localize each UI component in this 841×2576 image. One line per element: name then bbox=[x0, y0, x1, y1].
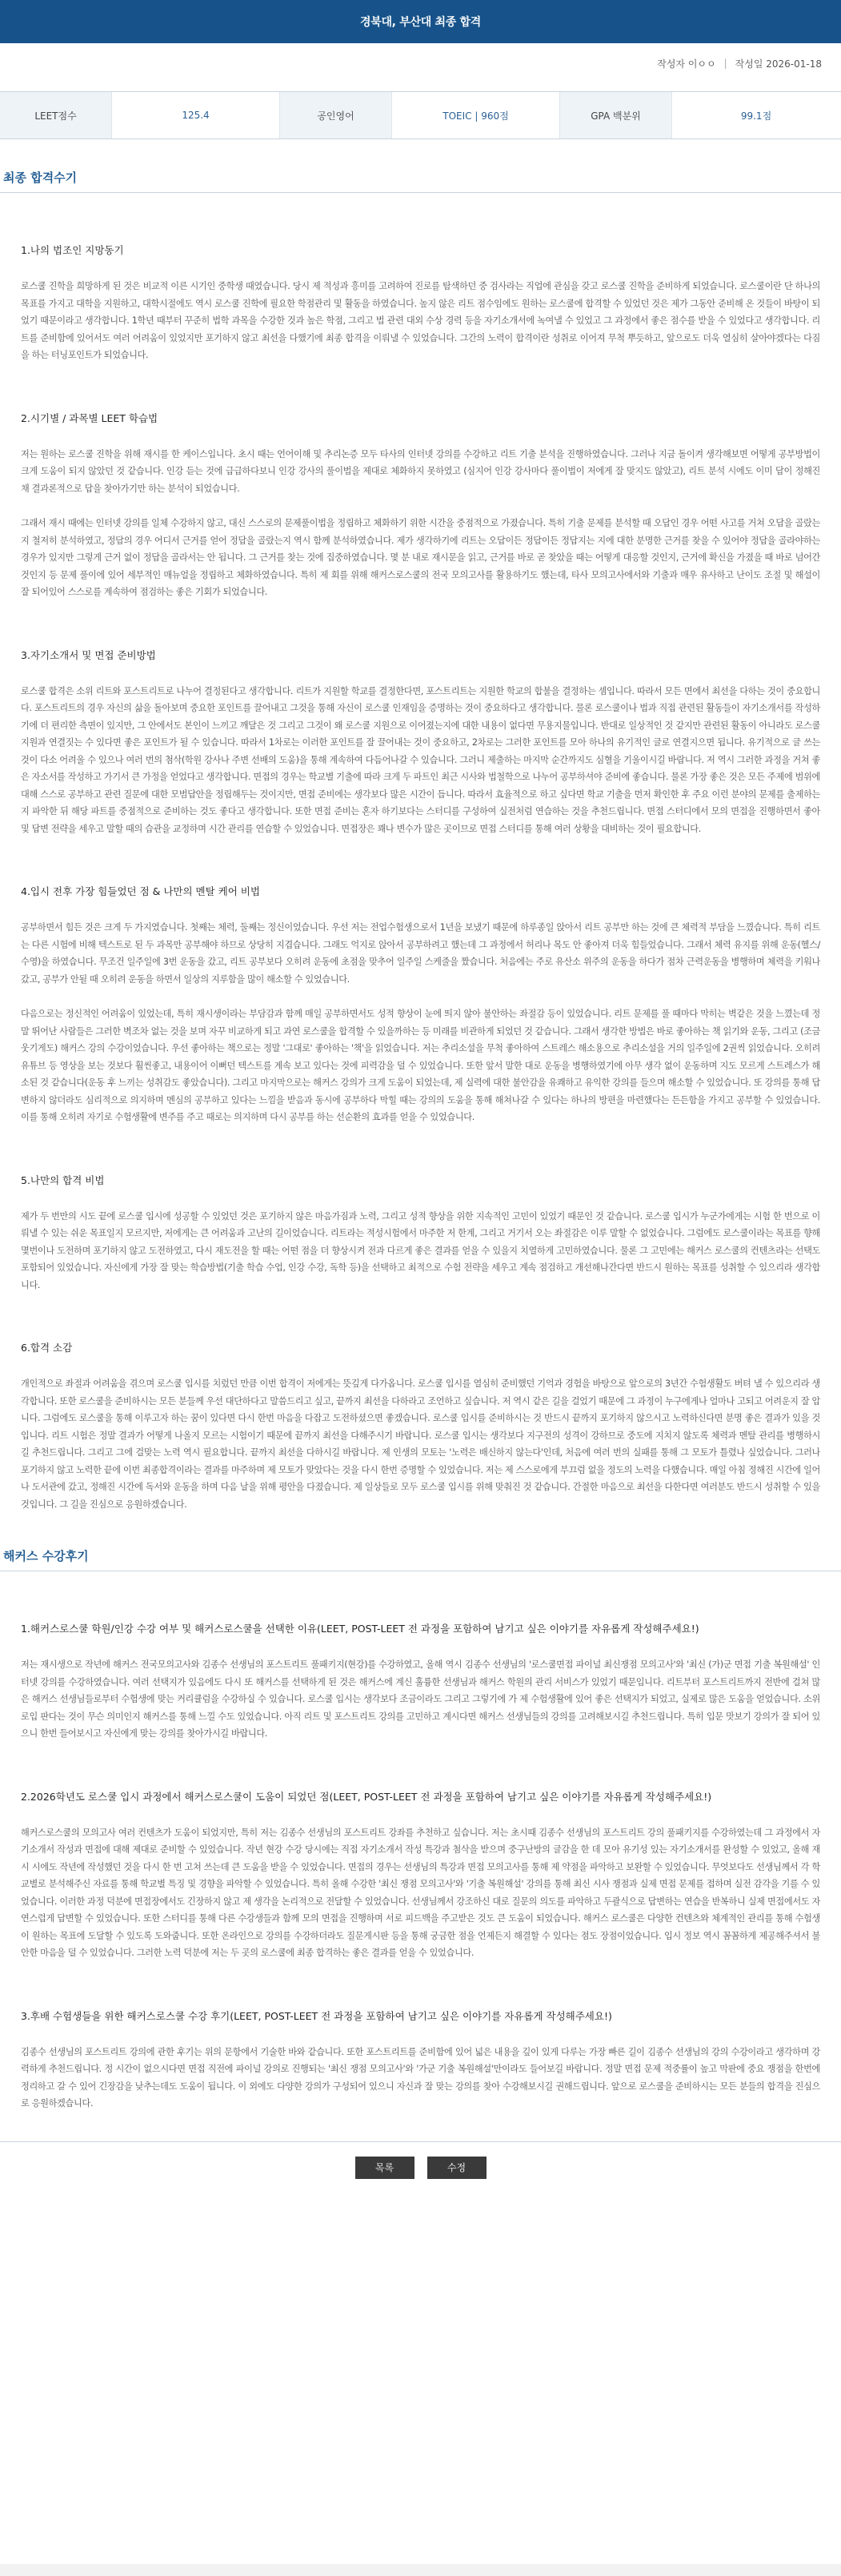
date-label: 작성일 2026-01-18 bbox=[735, 58, 822, 70]
english-score-label: 공인영어 bbox=[280, 92, 392, 138]
meta-separator: | bbox=[723, 58, 727, 69]
page-title: 경북대, 부산대 최종 합격 bbox=[360, 16, 481, 29]
review-question: 2.2026학년도 로스쿨 입시 과정에서 해커스로스쿨이 도움이 되었던 점(LEET, POST-LEET 전 과정을 포함하여 남기고 싶은 이야기를 자유롭게 작성해주세요!) bbox=[21, 1790, 712, 1803]
review-question: 1.해커스로스쿨 학원/인강 수강 여부 및 해커스로스쿨을 선택한 이유(LEET, POST-LEET 전 과정을 포함하여 남기고 싶은 이야기를 자유롭게 작성해주세요!) bbox=[21, 1623, 699, 1635]
review-question: 3.후배 수험생들을 위한 해커스로스쿨 수강 후기(LEET, POST-LEET 전 과정을 포함하여 남기고 싶은 이야기를 자유롭게 작성해주세요!) bbox=[21, 2009, 612, 2022]
page-title-bar bbox=[0, 0, 841, 43]
post-meta bbox=[0, 43, 841, 83]
section-divider bbox=[0, 192, 841, 193]
hackers-review-body bbox=[0, 1621, 841, 2113]
footer-divider bbox=[0, 2141, 841, 2142]
review-answer: 해커스로스쿨의 모의고사 여러 컨텐츠가 도움이 되었지만, 특히 저는 김종수 선생님의 포스트리트 강좌를 추천하고 싶습니다. 저는 초시때 김종수 선생님의 포스트리트 강의 풀패키지를 수강하였는데 그 과정에서 자기소개서 작성과 면접에 대해 제대로 준비할 수 있었습니다. 작년 현강 수강 당시에는 직접 자기소개서 작성 특강과 첨삭을 받으며 중구난방의 글감을 한 데 모아 유기성 있는 자기소개서를 완성할 수 있었고, 올해 재시 시에도 작년에 작성했던 것을 다시 한 번 고쳐 쓰는데 큰 도움을 받을 수 있었습니다. 면접의 경우는 선생님의 특강과 면접 모의고사를 통해 제 약점을 파악하고 보완할 수 있었습니다. 무엇보다도 선생님께서 각 학교별로 분석해주신 자료를 통해 학교별 특징 및 경향을 파악할 수 있었습니다. 특히 올해 수강한 '최신 쟁점 모의고사'와 '기출 복원해설' 강의를 통해 최신 시사 쟁점과 실제 면접 문제를 접하며 실전 감각을 기를 수 있었습니다. 이러한 과정 덕분에 면접장에서도 긴장하지 않고 제 생각을 논리적으로 전달할 수 있었습니다. 선생님께서 강조하신 대로 질문의 의도를 파악하고 두괄식으로 답변하는 연습을 반복하니 실제 면접에서도 자연스럽게 답변할 수 있었습니다. 또한 스터디를 통해 다른 수강생들과 함께 모의 면접을 진행하며 서로 피드백을 주고받은 것도 큰 도움이 되었습니다. 해커스 로스쿨은 다양한 컨텐츠와 체계적인 관리를 통해 수험생이 원하는 목표에 도달할 수 있도록 도와줍니다. 또한 온라인으로 강의를 수강하더라도 질문게시판 등을 통해 궁금한 점을 언제든지 해결할 수 있다는 점도 장점이었습니다. 입시 정보 역시 꼼꼼하게 제공해주셔서 불안한 마음을 덜 수 있었습니다. 그러한 노력 덕분에 저는 두 곳의 로스쿨에 최종 합격하는 좋은 결과를 얻을 수 있었습니다. bbox=[21, 1827, 820, 1958]
list-button[interactable]: 목록 bbox=[355, 2157, 414, 2179]
score-table bbox=[0, 91, 841, 139]
action-buttons bbox=[0, 2157, 841, 2179]
final-review-body bbox=[0, 243, 841, 1513]
review-answer: 그래서 재시 때에는 인터넷 강의를 일체 수강하지 않고, 대신 스스로의 문제풀이법을 정립하고 체화하기 위한 시간을 중점적으로 가졌습니다. 특히 기출 문제를 분석할 때 오답인 경우 어떤 사고를 거쳐 오답을 골랐는지 철저히 분석하였고, 정답의 경우 어디서 근거를 얻어 정답을 골랐는지 역시 함께 분석하였습니다. 제가 생각하기에 리트는 오답이든 정답이든 정답지는 지에 대한 분명한 근거를 찾을 수 있어야 정답을 골라야하는 경우가 있지만 그렇게 근거 없이 정답을 골라서는 안 됩니다. 그 근거를 찾는 것에 집중하였습니다. 몇 분 내로 재시문을 읽고, 근거를 바로 곧 찾았을 때는 어떻게 대응할 것인지, 근거에 확신을 가졌을 때 바로 넘어간 것인지 등 문제 풀이에 있어 세부적인 매뉴얼을 정립하고 체화하였습니다. 특히 제 회를 위해 해커스로스쿨의 전국 모의고사를 활용하기도 했는데, 타사 모의고사에서와 기출과 매우 유사하고 난이도 조절 및 해설이 잘 되어있어 스스로를 계속하여 점검하는 좋은 기회가 되었습니다. bbox=[21, 518, 820, 597]
hackers-review-heading: 해커스 수강후기 bbox=[3, 1548, 89, 1563]
review-answer: 김종수 선생님의 포스트리트 강의에 관한 후기는 위의 문항에서 기술한 바와 같습니다. 또한 포스트리트를 준비함에 있어 넓은 내용을 깊이 있게 다루는 가장 빠른 길이 김종수 선생님의 강의 수강이라고 생각하며 강력하게 추천드립니다. 정 시간이 없으시다면 면접 직전에 파이널 강의로 진행되는 '최신 쟁점 모의고사'와 '가군 기출 복원해설'만이라도 들어보길 바랍니다. 정말 면접 문제 적중률이 높고 막판에 중요 쟁점을 한번에 정리하고 갈 수 있어 긴장감을 낮추는데도 도움이 됩니다. 이 외에도 다양한 강의가 구성되어 있으니 자신과 잘 맞는 강의를 찾아 수강해보시길 권해드립니다. 앞으로 로스쿨을 준비하시는 모든 분들의 합격을 진심으로 응원하겠습니다. bbox=[21, 2046, 820, 2109]
final-review-heading: 최종 합격수기 bbox=[3, 170, 78, 185]
review-answer: 저는 재시생으로 작년에 해커스 전국모의고사와 김종수 선생님의 포스트리트 풀패키지(현강)를 수강하였고, 올해 역시 김종수 선생님의 '로스쿨면접 파이널 최신쟁점 모의고사'와 '최신 (가)군 면접 기출 복원해설' 인터넷 강의를 수강하였습니다. 여러 선택지가 있음에도 다시 또 해커스를 선택하게 된 것은 해커스에 계신 훌륭한 선생님과 해커스 학원의 관리 서비스가 있었기 때문입니다. 리트부터 포스트리트까지 전반에 걸쳐 많은 해커스 선생님들로부터 수험생에 맞는 커리큘럼을 수강하실 수 있습니다. 로스쿨 입시는 생각보다 조금이라도 그리고 그렇기에 가 제 수험생활에 있어 좋은 선택지가 되었고, 실제로 많은 도움을 얻었습니다. 소위 로입 판다는 것이 무슨 의미인지 해커스를 통해 느낄 수도 있었습니다. 아직 리트 및 포스트리트 강의를 고민하고 계시다면 해커스 선생님들의 강의를 고려해보시길 추천드립니다. 특히 입문 맛보기 강의가 잘 되어 있으니 한번 들어보시고 자신에게 맞는 강의를 찾아가시길 바랍니다. bbox=[21, 1659, 820, 1739]
gpa-label: GPA 백분위 bbox=[560, 92, 672, 138]
review-question: 2.시기별 / 과목별 LEET 학습법 bbox=[21, 411, 158, 424]
english-score-value: TOEIC | 960점 bbox=[392, 92, 560, 138]
review-answer: 다음으로는 정신적인 어려움이 있었는데, 특히 재시생이라는 부담감과 함께 매일 공부하면서도 성적 향상이 눈에 띄지 않아 불안하는 좌절감 등이 있었습니다. 리트 문제를 풀 때마다 막히는 벽같은 것을 느꼈는데 정말 뛰어난 사람들은 그러한 벽조차 없는 것을 보며 자꾸 비교하게 되고 과연 로스쿨을 합격할 수 있을까하는 등 미래를 비관하게 되었던 것 같습니다. 그래서 생각한 방법은 바로 좋아하는 책 읽기와 운동, 그리고 (조금 웃기게도) 해커스 강의 수강이었습니다. 우선 좋아하는 책으로는 정말 '그대로' 좋아하는 '책'을 읽었습니다. 저는 추리소설을 무척 좋아하여 스트레스 해소용으로 추리소설을 거의 일주일에 2권씩 읽었습니다. 오히려 유튜브 등 영상을 보는 것보다 훨씬좋고, 내용이어 이뻐던 텍스트를 계속 보고 있다는 것에 피력감을 덜 수 있었습니다. 또한 앞서 말한 대로 운동을 병행하였기에 아무 생각 없이 운동하며 지도 모르게 스트레스가 해소된 것 같습니다(운동 후 느끼는 성취감도 좋았습니다). 그리고 마지막으로는 해커스 강의가 크게 도움이 되었는데, 제 실력에 대한 불안감을 유쾌하고 유익한 강의를 들으며 해소할 수 있었습니다. 또 강의를 통해 답변하지 않더라도 심리적으로 의지하며 멘심의 공부하고 있다는 느낌을 받음과 동시에 공부하다 막힐 때는 강의의 도움을 통해 해쳐나갈 수 있다는 하나의 방편을 마련했다는 든든함을 가지고 공부할 수 있었습니다. 이를 통해 오히려 자기로 수험생활에 변주를 주고 때로는 의지하며 다시 공부를 하는 선순환의 효과를 얻을 수 있었습니다. bbox=[21, 1009, 820, 1122]
review-answer: 저는 원하는 로스쿨 진학을 위해 재시를 한 케이스입니다. 초시 때는 언어이해 및 추리논증 모두 타사의 인터넷 강의를 수강하고 리트 기출 분석을 진행하였습니다. 그러나 지금 돌이켜 생각해보면 어떻게 공부방법이 크게 도움이 되지 않았던 것 같습니다. 인강 듣는 것에 급급하다보니 인강 강사의 풀이법을 제대로 체화하지 못하였고 (심지어 인강 강사마다 풀이법이 저에게 잘 맞지도 않았고), 리트 분석 시에도 이미 답이 정해진 채 결과론적으로 답을 찾아가기만 하는 분석이 되었습니다. bbox=[21, 448, 820, 494]
review-question: 4.입시 전후 가장 힘들었던 점 & 나만의 멘탈 케어 비법 bbox=[21, 885, 260, 897]
review-question: 5.나만의 합격 비법 bbox=[21, 1174, 105, 1186]
review-answer: 제가 두 번만의 시도 끝에 로스쿨 입시에 성공할 수 있었던 것은 포기하지 않은 마음가짐과 노력, 그리고 성적 향상을 위한 지속적인 고민이 있었기 때문인 것 같습니다. 로스쿨 입시가 누군가에게는 시험 한 번으로 이뤄낼 수 있는 쉬운 목표일지 모르지만, 저에게는 큰 어려움과 고난의 길이었습니다. 리트라는 적성시험에서 마주한 저 한계, 그리고 거기서 오는 좌절감은 이루 말할 수 없었습니다. 그럼에도 로스쿨이라는 목표를 향해 몇번이나 도전하며 포기하지 않고 도전하였고, 다시 재도전을 할 때는 어떤 점을 더 향상시켜 전과 다르게 좋은 결과를 얻을 수 있을지 치열하게 고민하였습니다. 물론 그 고민에는 해커스 로스쿨의 컨텐츠라는 선택도 포함되어 있었습니다. 자신에게 가장 잘 맞는 학습방법(기출 학습 수업, 인강 수강, 독학 등)을 선택하고 최적으로 수험 전략을 세우고 계속 점검하고 개선해나간다면 반드시 원하는 목표를 성취할 수 있으리라 생각합니다. bbox=[21, 1210, 820, 1290]
review-answer: 로스쿨 진학을 희망하게 된 것은 비교적 이른 시기인 중학생 때였습니다. 당시 제 적성과 흥미를 고려하여 진로를 탐색하던 중 검사라는 직업에 관심을 갖고 로스쿨 진학을 준비하게 되었습니다. 로스쿨이란 단 하나의 목표를 가지고 대학을 지원하고, 대학시절에도 역시 로스쿨 진학에 필요한 학점관리 및 활동을 하였습니다. 높지 않은 리트 점수임에도 원하는 로스쿨에 합격할 수 있었던 것은 제가 그동안 준비해 온 것들이 바탕이 되었기 때문이라고 생각합니다. 1학년 때부터 꾸준히 법학 과목을 수강한 것과 높은 학점, 그리고 법 관련 대외 수상 경력 등을 자기소개서에 녹여낼 수 있었고 그 과정에서 좋은 점수를 받을 수 있었다고 생각합니다. 리트를 준비함에 있어서도 여러 어려움이 있었지만 포기하지 않고 최선을 다했기에 최종 합격을 이뤄낼 수 있었습니다. 그간의 노력이 합격이란 성취로 이어져 무척 뿌듯하고, 앞으로도 더욱 열심히 살아야겠다는 다짐을 하는 터닝포인트가 되었습니다. bbox=[21, 281, 820, 360]
gpa-value: 99.1점 bbox=[672, 92, 840, 138]
review-answer: 개인적으로 좌절과 어려움을 겪으며 로스쿨 입시를 치렀던 만큼 이번 합격이 저에게는 뜻깊게 다가옵니다. 로스쿨 입시를 열심히 준비했던 기억과 경험을 바탕으로 앞으로의 3년간 수험생활도 버텨 낼 수 있으리라 생각합니다. 또한 로스쿨을 준비하시는 모든 분들께 우선 대단하다고 말씀드리고 싶고, 끝까지 최선을 다하라고 조언하고 싶습니다. 저 역시 같은 길을 걸었기 때문에 그 과정이 누구에게나 얼마나 고되고 어려운지 잘 압니다. 그럼에도 로스쿨을 통해 이루고자 하는 꿈이 있다면 다시 한번 마음을 다잡고 도전하셨으면 좋겠습니다. 로스쿨 입시를 준비하시는 것 반드시 끝까지 포기하지 않으시고 노력하신다면 분명 좋은 결과가 있을 것입니다. 리트 시험은 정말 결과가 어떻게 나올지 모르는 시험이기 때문에 끝까지 최선을 다해주시기 바랍니다. 로스쿨 입시는 생각보다 지구전의 성격이 강하므로 중도에 지치지 않도록 체력과 멘탈 관리를 병행하시길 추천드립니다. 그리고 그에 걸맞는 노력 역시 필요합니다. 끝까지 최선을 다하시길 바랍니다. 제 인생의 모토는 '노력은 배신하지 않는다'인데, 처음에 여러 번의 실패를 통해 그 모토가 틀렸나 싶었습니다. 그러나 포기하지 않고 노력한 끝에 이번 최종합격이라는 결과를 마주하며 제 모토가 맞았다는 것을 다시 한번 증명할 수 있었습니다. 저는 제 스스로에게 부끄럼 없을 정도의 노력을 다했습니다. 매일 아침 정해진 시간에 일어나 도서관에 갔고, 정해진 시간에 독서와 운동을 하며 다음 날을 위해 평안을 다졌습니다. 제 일상들로 모두 로스쿨 입시를 위해 맞춰진 것 같습니다. 간절한 마음으로 최선을 다한다면 여러분도 반드시 성취할 수 있을 것입니다. 그 길을 진심으로 응원하겠습니다. bbox=[21, 1378, 820, 1510]
edit-button[interactable]: 수정 bbox=[427, 2157, 487, 2179]
review-question: 6.합격 소감 bbox=[21, 1342, 73, 1354]
review-answer: 공부하면서 힘든 것은 크게 두 가지였습니다. 첫째는 체력, 둘째는 정신이었습니다. 우선 저는 전업수험생으로서 1년을 보냈기 때문에 하루종일 앉아서 리트 공부만 하는 것에 큰 체력적 부담을 느꼈습니다. 특히 리트는 다른 시험에 비해 텍스트로 된 두 과목만 공부해야 하므로 상당히 지겹습니다. 그래도 억지로 앉아서 공부하려고 했는데 그 과정에서 허리나 목도 안 좋아져 더욱 힘들었습니다. 그래서 체력 유지를 위해 운동(헬스/수영)을 하였습니다. 무조건 일주일에 3번 운동을 갔고, 리트 공부보다 오히려 운동에 초점을 맞추어 일주일 스케줄을 짰습니다. 처음에는 주로 유산소 위주의 운동을 하다가 점차 근력운동을 병행하며 체력을 키워나갔고, 공부가 안될 때 오히려 운동을 하면서 일상의 지루함을 많이 해소할 수 있었습니다. bbox=[21, 922, 820, 985]
leet-score-label: LEET점수 bbox=[0, 92, 112, 138]
page-bottom-band bbox=[0, 2564, 841, 2576]
review-question: 3.자기소개서 및 면접 준비방법 bbox=[21, 648, 156, 661]
leet-score-value: 125.4 bbox=[112, 92, 280, 138]
review-answer: 로스쿨 합격은 소위 리트와 포스트리트로 나누어 결정된다고 생각합니다. 리트가 지원할 학교를 결정한다면, 포스트리트는 지원한 학교의 합불을 결정하는 셈입니다. 따라서 모든 면에서 최선을 다하는 것이 중요합니다. 포스트리트의 경우 자신의 삶을 돌아보며 중요한 포인트를 끌어내고 그것을 통해 자신이 로스쿨 인재임을 증명하는 것이 중요하다고 생각합니다. 물론 로스쿨이나 법과 직접 관련된 활동들이 자기소개서를 작성하기에 더 편리한 측면이 있지만, 그 안에서도 본인이 느끼고 깨달은 것 그리고 그것이 왜 로스쿨 지원으로 이어졌는지에 대한 내용이 없다면 무용지물입니다. 반대로 일상적인 것 같지만 관련된 활동이 아니라도 로스쿨 지원과 연결짓는 수 있다면 좋은 포인트가 될 수 있습니다. 따라서 1차로는 이러한 포인트를 잘 끌어내는 것이 중요하고, 2차로는 그러한 포인트를 모아 하나의 유기적인 글로 연결지으면 됩니다. 유기적으로 글 쓰는 것이 다소 어려울 수 있으나 여러 번의 첨삭(학원 강사나 주변 선배의 도움)을 통해 계속하여 다듬어나갈 수 있습니다. 그러니 제출하는 마지막 순간까지도 심혈을 기울이시길 바랍니다. 저 역시 그러한 과정을 거쳐 좋은 자소서를 작성하고 가기서 큰 가정을 얻었다고 생각합니다. 면접의 경우는 학교별 기출에 따라 크게 두 파트인 최근 시사와 법철학으로 나누어 공부하셔야 준비에 좋습니다. 물론 가장 좋은 것은 모든 주제에 범위에 대해 스스로 공부하고 관련 질문에 대한 모범답안을 정립해두는 것이지만, 면접 준비에는 생각보다 많은 시간이 듭니다. 따라서 효율적으로 하고 싶다면 학교 기출을 먼저 확인한 후 주요 이런 분야의 문제를 출제하는지 파악한 뒤 해당 파트를 중점적으로 준비하는 것도 좋다고 생각합니다. 또한 면접 준비는 혼자 하기보다는 스터디를 구성하여 실전처럼 연습하는 것을 추천드립니다. 면접 스터디에서 모의 면접을 진행하면서 좋아 및 답변 전략을 세우고 말할 때의 습관을 교정하며 시간 관리를 연습할 수 있었습니다. 면접장은 꽤나 변수가 많은 곳이므로 면접 스터디를 통해 여러 상황을 대비하는 것이 필요합니다. bbox=[21, 685, 820, 834]
author-label: 작성자 이ㅇㅇ bbox=[657, 58, 716, 70]
review-question: 1.나의 법조인 지망동기 bbox=[21, 244, 124, 256]
